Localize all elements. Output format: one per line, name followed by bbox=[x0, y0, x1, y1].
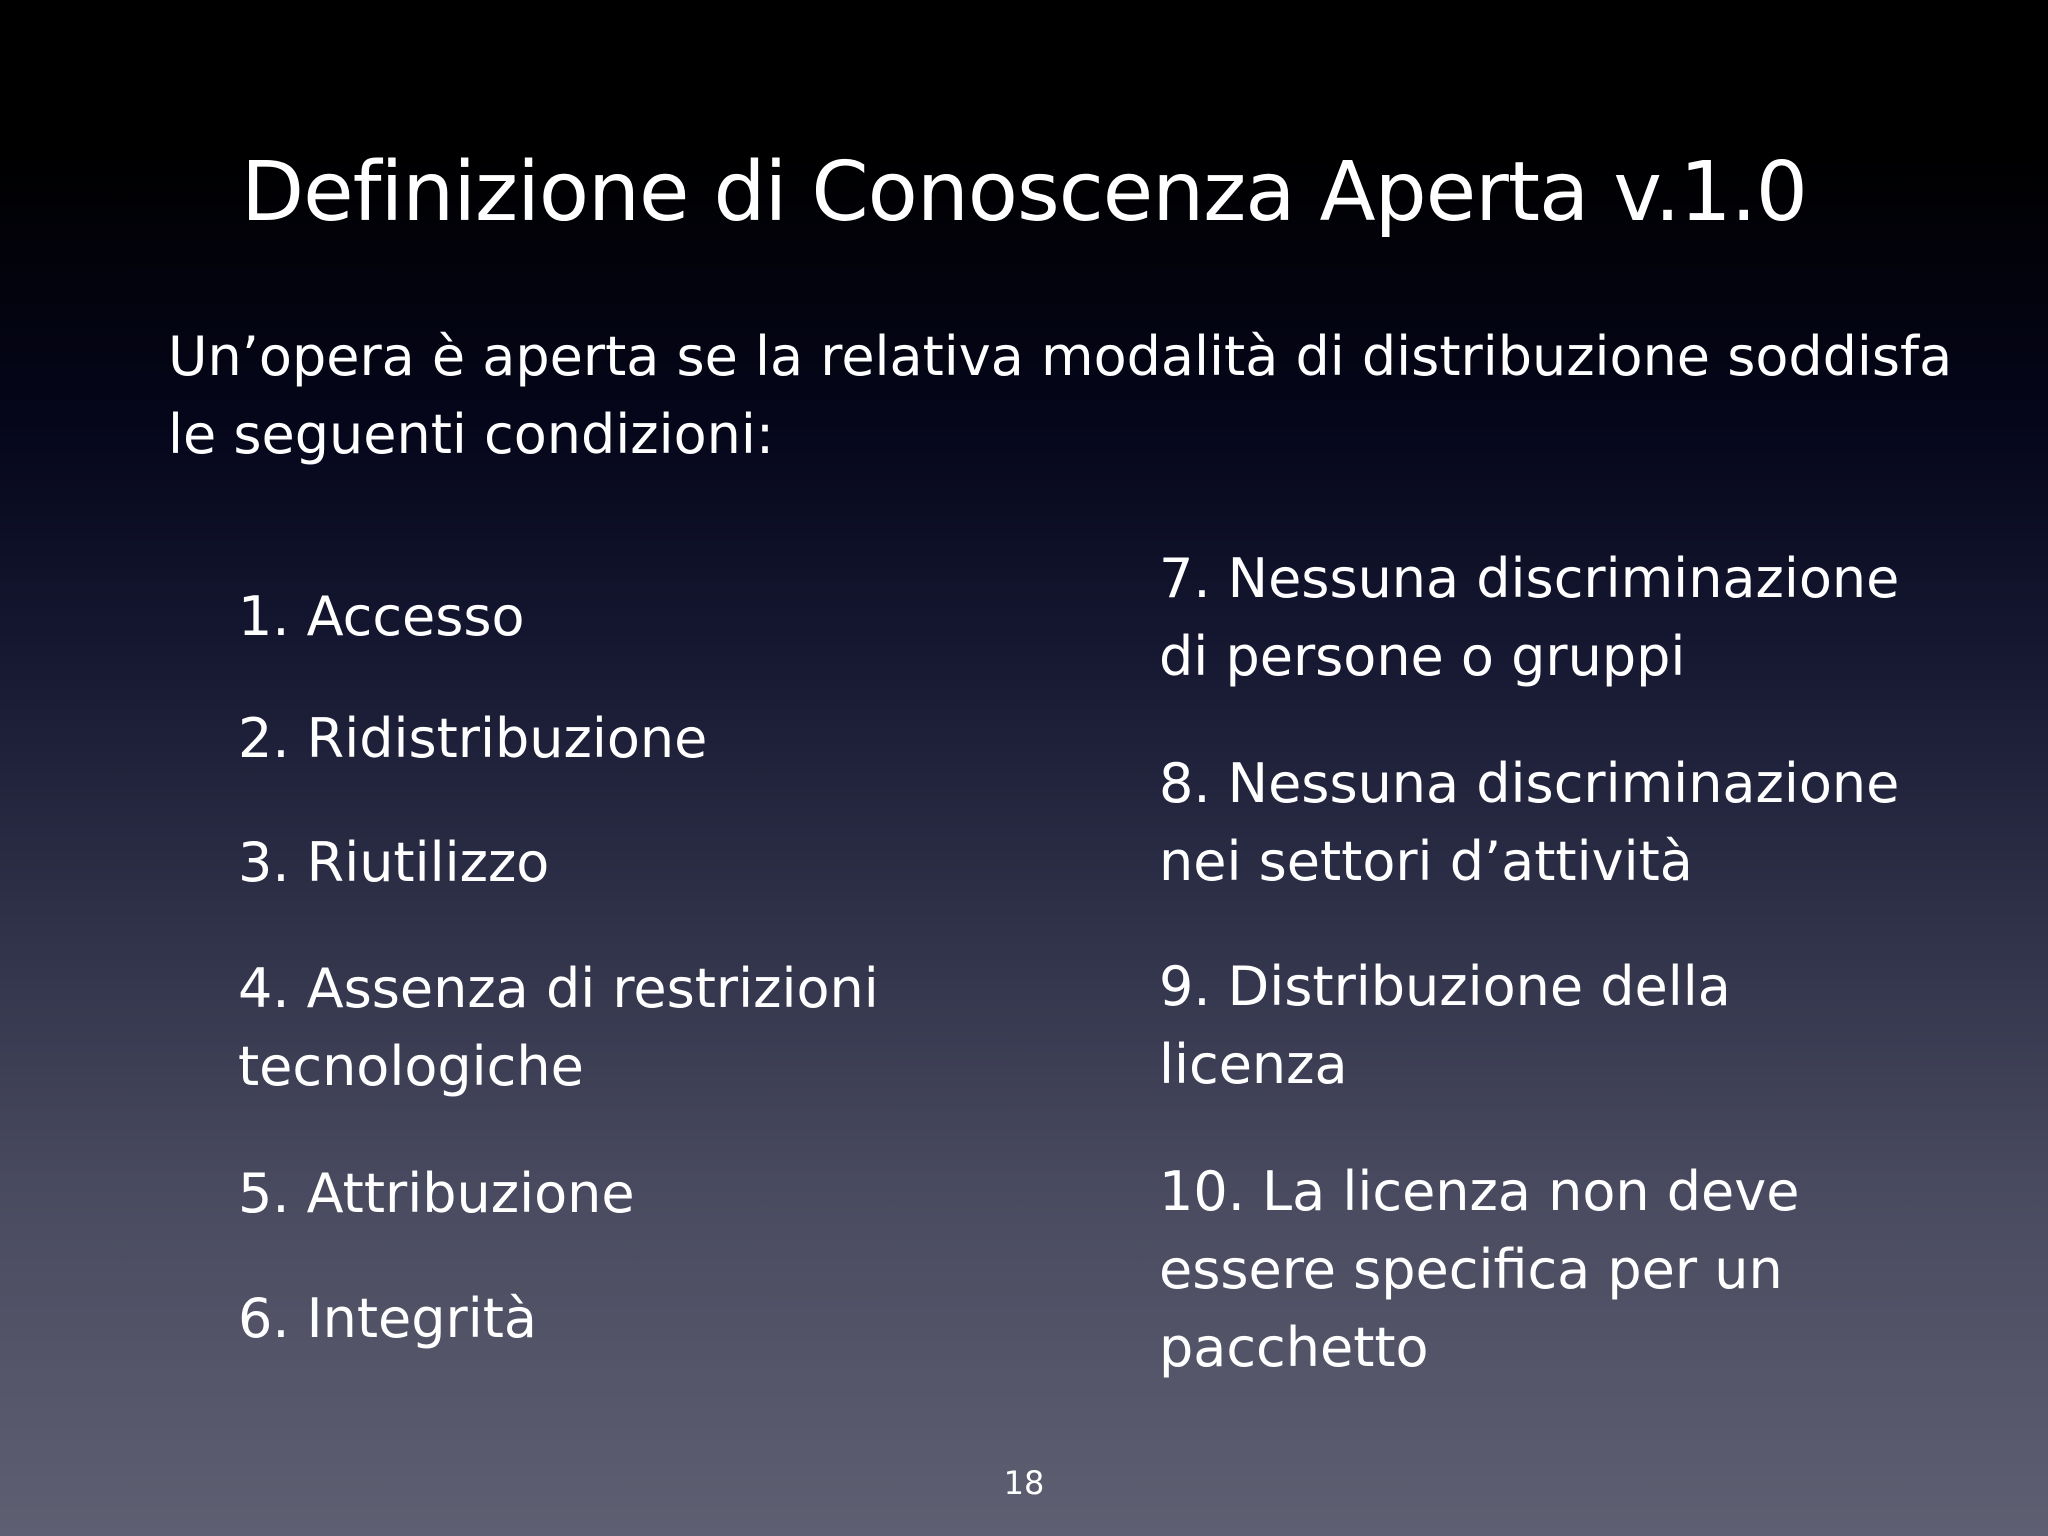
condition-text: essere specifica per un bbox=[1159, 1238, 1783, 1301]
condition-text: licenza bbox=[1159, 1033, 1348, 1096]
condition-item bbox=[238, 700, 707, 778]
condition-text: 8. Nessuna discriminazione bbox=[1159, 752, 1900, 815]
condition-text: 6. Integrità bbox=[238, 1287, 537, 1350]
intro-paragraph bbox=[168, 318, 1988, 474]
condition-text: pacchetto bbox=[1159, 1316, 1429, 1379]
page-number: 18 bbox=[1003, 1464, 1045, 1502]
condition-item bbox=[238, 1155, 635, 1233]
condition-text: 2. Ridistribuzione bbox=[238, 707, 708, 770]
intro-line: Un’opera è aperta se la relativa modalità di distribuzione soddisfa bbox=[168, 325, 1953, 388]
condition-item bbox=[238, 578, 525, 656]
condition-text: nei settori d’attività bbox=[1159, 830, 1693, 893]
condition-text: 5. Attribuzione bbox=[238, 1162, 635, 1225]
condition-item bbox=[1159, 948, 1731, 1104]
condition-item bbox=[238, 950, 879, 1106]
condition-item bbox=[238, 1280, 537, 1358]
condition-item bbox=[1159, 540, 1899, 696]
slide-title: Definizione di Conoscenza Aperta v.1.0 bbox=[241, 145, 1807, 240]
condition-text: di persone o gruppi bbox=[1159, 625, 1686, 688]
condition-text: 10. La licenza non deve bbox=[1159, 1160, 1800, 1223]
condition-text: 7. Nessuna discriminazione bbox=[1159, 547, 1900, 610]
condition-text: 3. Riutilizzo bbox=[238, 831, 550, 894]
condition-text: 1. Accesso bbox=[238, 585, 525, 648]
condition-text: 9. Distribuzione della bbox=[1159, 955, 1731, 1018]
condition-item bbox=[238, 824, 549, 902]
condition-text: 4. Assenza di restrizioni bbox=[238, 957, 879, 1020]
condition-item bbox=[1159, 745, 1899, 901]
condition-text: tecnologiche bbox=[238, 1035, 584, 1098]
condition-item bbox=[1159, 1153, 1799, 1387]
intro-line: le seguenti condizioni: bbox=[168, 403, 775, 466]
